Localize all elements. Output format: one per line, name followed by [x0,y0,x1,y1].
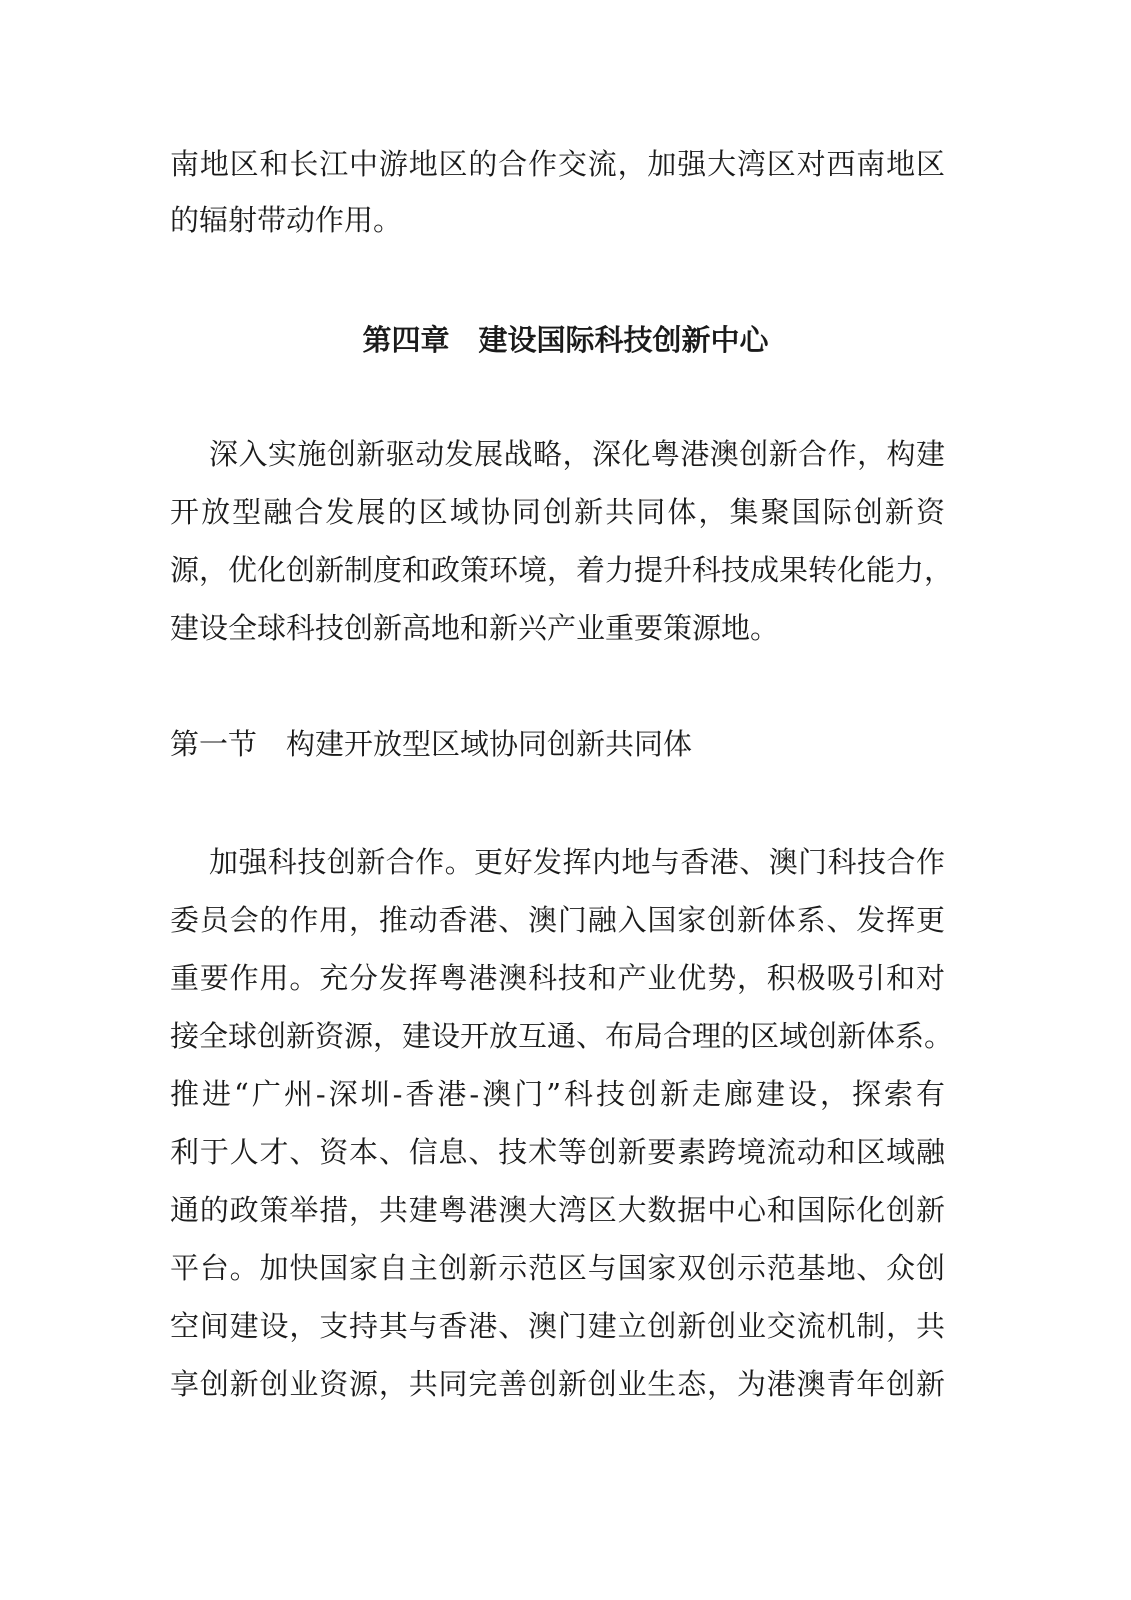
paragraph-2-line-4: 建设全球科技创新高地和新兴产业重要策源地。 [170,611,780,645]
paragraph-3-line-6: 利于人才、资本、信息、技术等创新要素跨境流动和区域融 [170,1135,945,1169]
paragraph-3-line-8: 平台。加快国家自主创新示范区与国家双创示范基地、众创 [170,1251,945,1285]
paragraph-3-line-10: 享创新创业资源，共同完善创新创业生态，为港澳青年创新 [170,1367,945,1401]
paragraph-3-line-5: 推进“广州-深圳-香港-澳门”科技创新走廊建设，探索有 [170,1077,945,1111]
paragraph-3-line-1: 加强科技创新合作。更好发挥内地与香港、澳门科技合作 [209,845,945,879]
paragraph-3-line-9: 空间建设，支持其与香港、澳门建立创新创业交流机制，共 [170,1309,945,1343]
section-title: 第一节 构建开放型区域协同创新共同体 [170,727,693,761]
paragraph-2-line-3: 源，优化创新制度和政策环境，着力提升科技成果转化能力， [170,553,954,587]
paragraph-1-line-1: 南地区和长江中游地区的合作交流，加强大湾区对西南地区 [170,147,945,181]
paragraph-2-line-1: 深入实施创新驱动发展战略，深化粤港澳创新合作，构建 [209,437,945,471]
paragraph-3-line-2: 委员会的作用，推动香港、澳门融入国家创新体系、发挥更 [170,903,945,937]
chapter-title: 第四章 建设国际科技创新中心 [362,323,769,357]
paragraph-3-line-3: 重要作用。充分发挥粤港澳科技和产业优势，积极吸引和对 [170,961,945,995]
paragraph-2-line-2: 开放型融合发展的区域协同创新共同体，集聚国际创新资 [170,495,945,529]
paragraph-3-line-7: 通的政策举措，共建粤港澳大湾区大数据中心和国际化创新 [170,1193,945,1227]
paragraph-1-line-2: 的辐射带动作用。 [170,203,403,237]
paragraph-3-line-4: 接全球创新资源，建设开放互通、布局合理的区域创新体系。 [170,1019,954,1053]
